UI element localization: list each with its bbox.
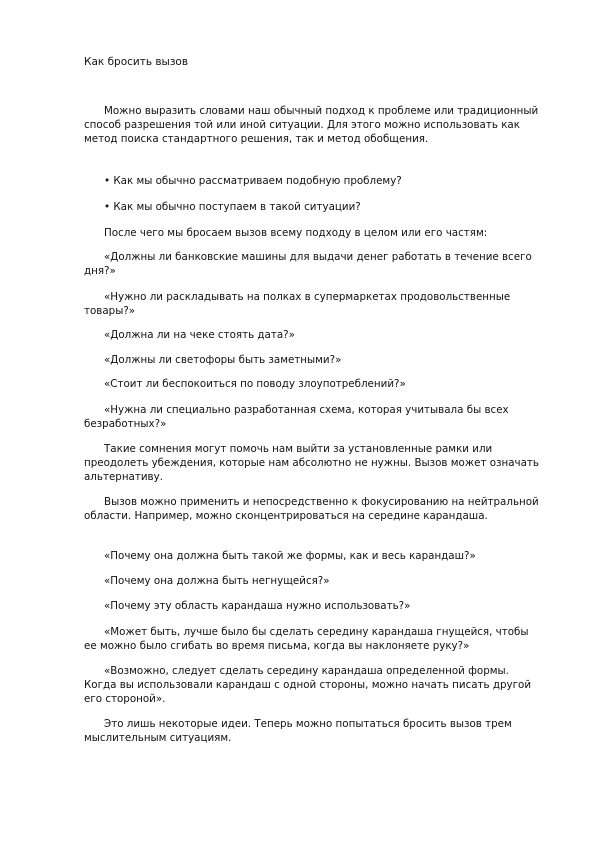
paragraph: Такие сомнения могут помочь нам выйти за установленные рамки или преодолеть убеждения, которые нам абсолютно не нужны. Вызов может означать альтернативу.	[84, 443, 539, 484]
paragraph-intro: Можно выразить словами наш обычный подход к проблеме или традиционный способ разрешения той или иной ситуации. Для этого можно использовать как метод поиска стандартного решения, так и метод обобщения.	[84, 105, 539, 146]
quote-paragraph: «Почему эту область карандаша нужно использовать?»	[104, 600, 411, 612]
quote-paragraph: «Нужно ли раскладывать на полках в супермаркетах продовольственные товары?»	[84, 291, 511, 318]
bullet-item: • Как мы обычно рассматриваем подобную проблему?	[104, 175, 402, 187]
quote-paragraph: «Возможно, следует сделать середину карандаша определенной формы. Когда вы использовали карандаш с одной стороны, можно начать писать другой его стороной».	[84, 665, 532, 706]
bullet-item: • Как мы обычно поступаем в такой ситуации?	[104, 201, 361, 213]
quote-paragraph: «Должны ли светофоры быть заметными?»	[104, 354, 342, 366]
paragraph: Вызов можно применить и непосредственно к фокусированию на нейтральной области. Например, можно сконцентрироваться на середине карандаша.	[84, 496, 539, 523]
document-title: Как бросить вызов	[84, 56, 189, 68]
quote-paragraph: «Стоит ли беспокоиться по поводу злоупотреблений?»	[104, 378, 406, 390]
quote-paragraph: «Почему она должна быть такой же формы, как и весь карандаш?»	[104, 550, 476, 562]
paragraph-closing: Это лишь некоторые идеи. Теперь можно попытаться бросить вызов трем мыслительным ситуациям.	[84, 718, 512, 745]
quote-paragraph: «Почему она должна быть негнущейся?»	[104, 575, 330, 587]
quote-paragraph: «Должны ли банковские машины для выдачи денег работать в течение всего дня?»	[84, 251, 532, 278]
quote-paragraph: «Нужна ли специально разработанная схема, которая учитывала бы всех безработных?»	[84, 404, 509, 431]
paragraph: После чего мы бросаем вызов всему подходу в целом или его частям:	[104, 227, 488, 239]
quote-paragraph: «Должна ли на чеке стоять дата?»	[104, 329, 295, 341]
quote-paragraph: «Может быть, лучше было бы сделать середину карандаша гнущейся, чтобы ее можно было сгибать во время письма, когда вы наклоняете руку?»	[84, 626, 529, 653]
